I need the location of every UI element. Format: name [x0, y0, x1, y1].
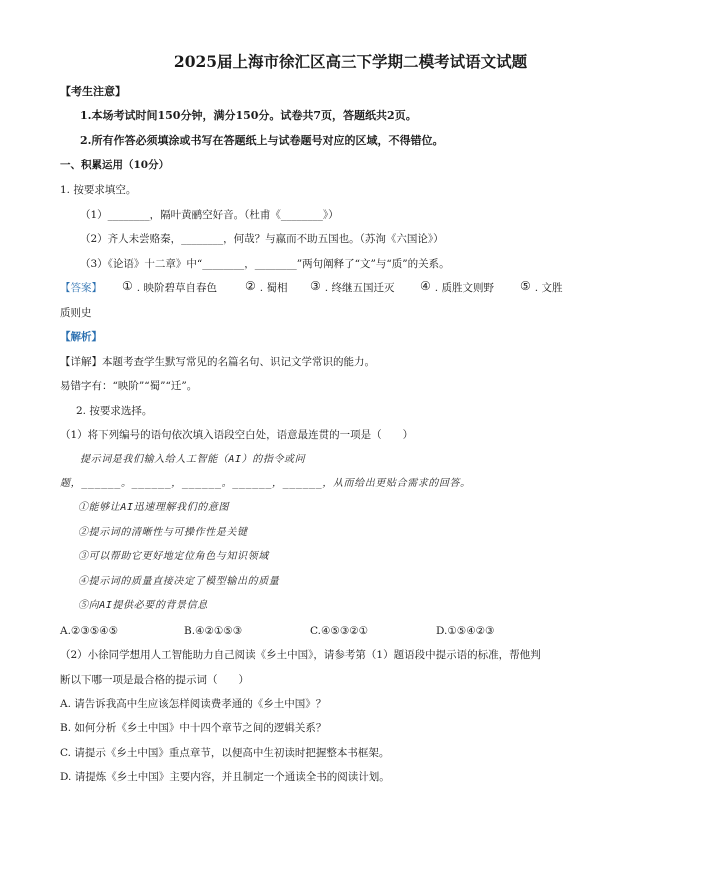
- answer-label: 【答案】: [60, 282, 102, 294]
- choice-a: A. 请告诉我高中生应该怎样阅读费孝通的《乡土中国》？: [60, 698, 327, 710]
- option-b: B.④②①⑤③: [184, 625, 243, 637]
- answer-num-5: ⑤: [520, 279, 531, 293]
- answer-num-4: ④: [420, 279, 431, 293]
- answer-num-1: ①: [122, 279, 133, 293]
- q1-line-2: （2）齐人未尝赂秦，________，何哉？与嬴而不助五国也。（苏洵《六国论》）: [80, 233, 444, 245]
- option-a: A.②③⑤④⑤: [60, 625, 118, 637]
- answer-item-5: ⑤ . 文胜: [520, 279, 563, 294]
- q1-stem: 1. 按要求填空。: [60, 184, 137, 196]
- q2-sub2-line1: （2）小徐同学想用人工智能助力自己阅读《乡土中国》，请参考第（1）题语段中提示语的标准，帮他判: [60, 649, 541, 661]
- choice-b: B. 如何分析《乡土中国》中十四个章节之间的逻辑关系？: [60, 722, 327, 734]
- q2-sub2-line2: 断以下哪一项是最合格的提示词（ ）: [60, 674, 249, 686]
- sentence-2: ②提示词的清晰性与可操作性是关键: [78, 527, 248, 538]
- answer-continuation: 质则史: [60, 307, 92, 319]
- choice-c: C. 请提示《乡土中国》重点章节，以便高中生初读时把握整本书框架。: [60, 747, 390, 759]
- sentence-5: ⑤向AI提供必要的背景信息: [78, 600, 208, 611]
- page-title: 2025届上海市徐汇区高三下学期二模考试语文试题: [173, 52, 528, 71]
- analysis-label: 【解析】: [60, 331, 102, 343]
- sentence-1: ①能够让AI迅速理解我们的意图: [78, 502, 230, 513]
- answer-item-3: ③ . 终继五国迁灭: [310, 279, 395, 294]
- q2-stem: 2. 按要求选择。: [76, 405, 153, 417]
- answer-item-2: ② . 蜀相: [245, 279, 288, 294]
- notice-item-1: 1.本场考试时间150分钟，满分150分。试卷共7页，答题纸共2页。: [80, 109, 417, 122]
- q1-line-1: （1）________，隔叶黄鹂空好音。（杜甫《________》）: [80, 209, 339, 221]
- q2-sub1: （1）将下列编号的语句依次填入语段空白处，语意最连贯的一项是（ ）: [60, 429, 414, 441]
- answer-num-3: ③: [310, 279, 321, 293]
- q1-answer-row: [60, 281, 102, 295]
- passage-line-2: 题，______。______，______。______，______，从而给出更贴合需求的回答。: [60, 478, 471, 489]
- section-heading: 一、积累运用（10分）: [60, 159, 170, 171]
- sentence-4: ④提示词的质量直接决定了模型输出的质量: [78, 576, 280, 587]
- passage-line-1: 提示词是我们输入给人工智能（AI）的指令或问: [80, 454, 306, 465]
- answer-item-4: ④ . 质胜文则野: [420, 279, 494, 294]
- choice-d: D. 请提炼《乡土中国》主要内容，并且制定一个通读全书的阅读计划。: [60, 771, 390, 783]
- q1-line-3: （3）《论语》十二章》中“________，________”两句阐释了“文”与“质”的关系。: [80, 258, 450, 270]
- answer-item-1: ① . 映阶碧草自春色: [122, 279, 217, 294]
- analysis-errors: 易错字有：“映阶”“蜀”“迁”。: [60, 380, 198, 392]
- option-d: D.①⑤④②③: [436, 625, 495, 637]
- answer-num-2: ②: [245, 279, 256, 293]
- notice-item-2: 2.所有作答必须填涂或书写在答题纸上与试卷题号对应的区域，不得错位。: [80, 134, 444, 147]
- option-c: C.④⑤③②①: [310, 625, 369, 637]
- sentence-3: ③可以帮助它更好地定位角色与知识领域: [78, 551, 269, 562]
- analysis-detail: 【详解】本题考查学生默写常见的名篇名句、识记文学常识的能力。: [60, 356, 375, 368]
- notice-heading: 【考生注意】: [60, 85, 126, 98]
